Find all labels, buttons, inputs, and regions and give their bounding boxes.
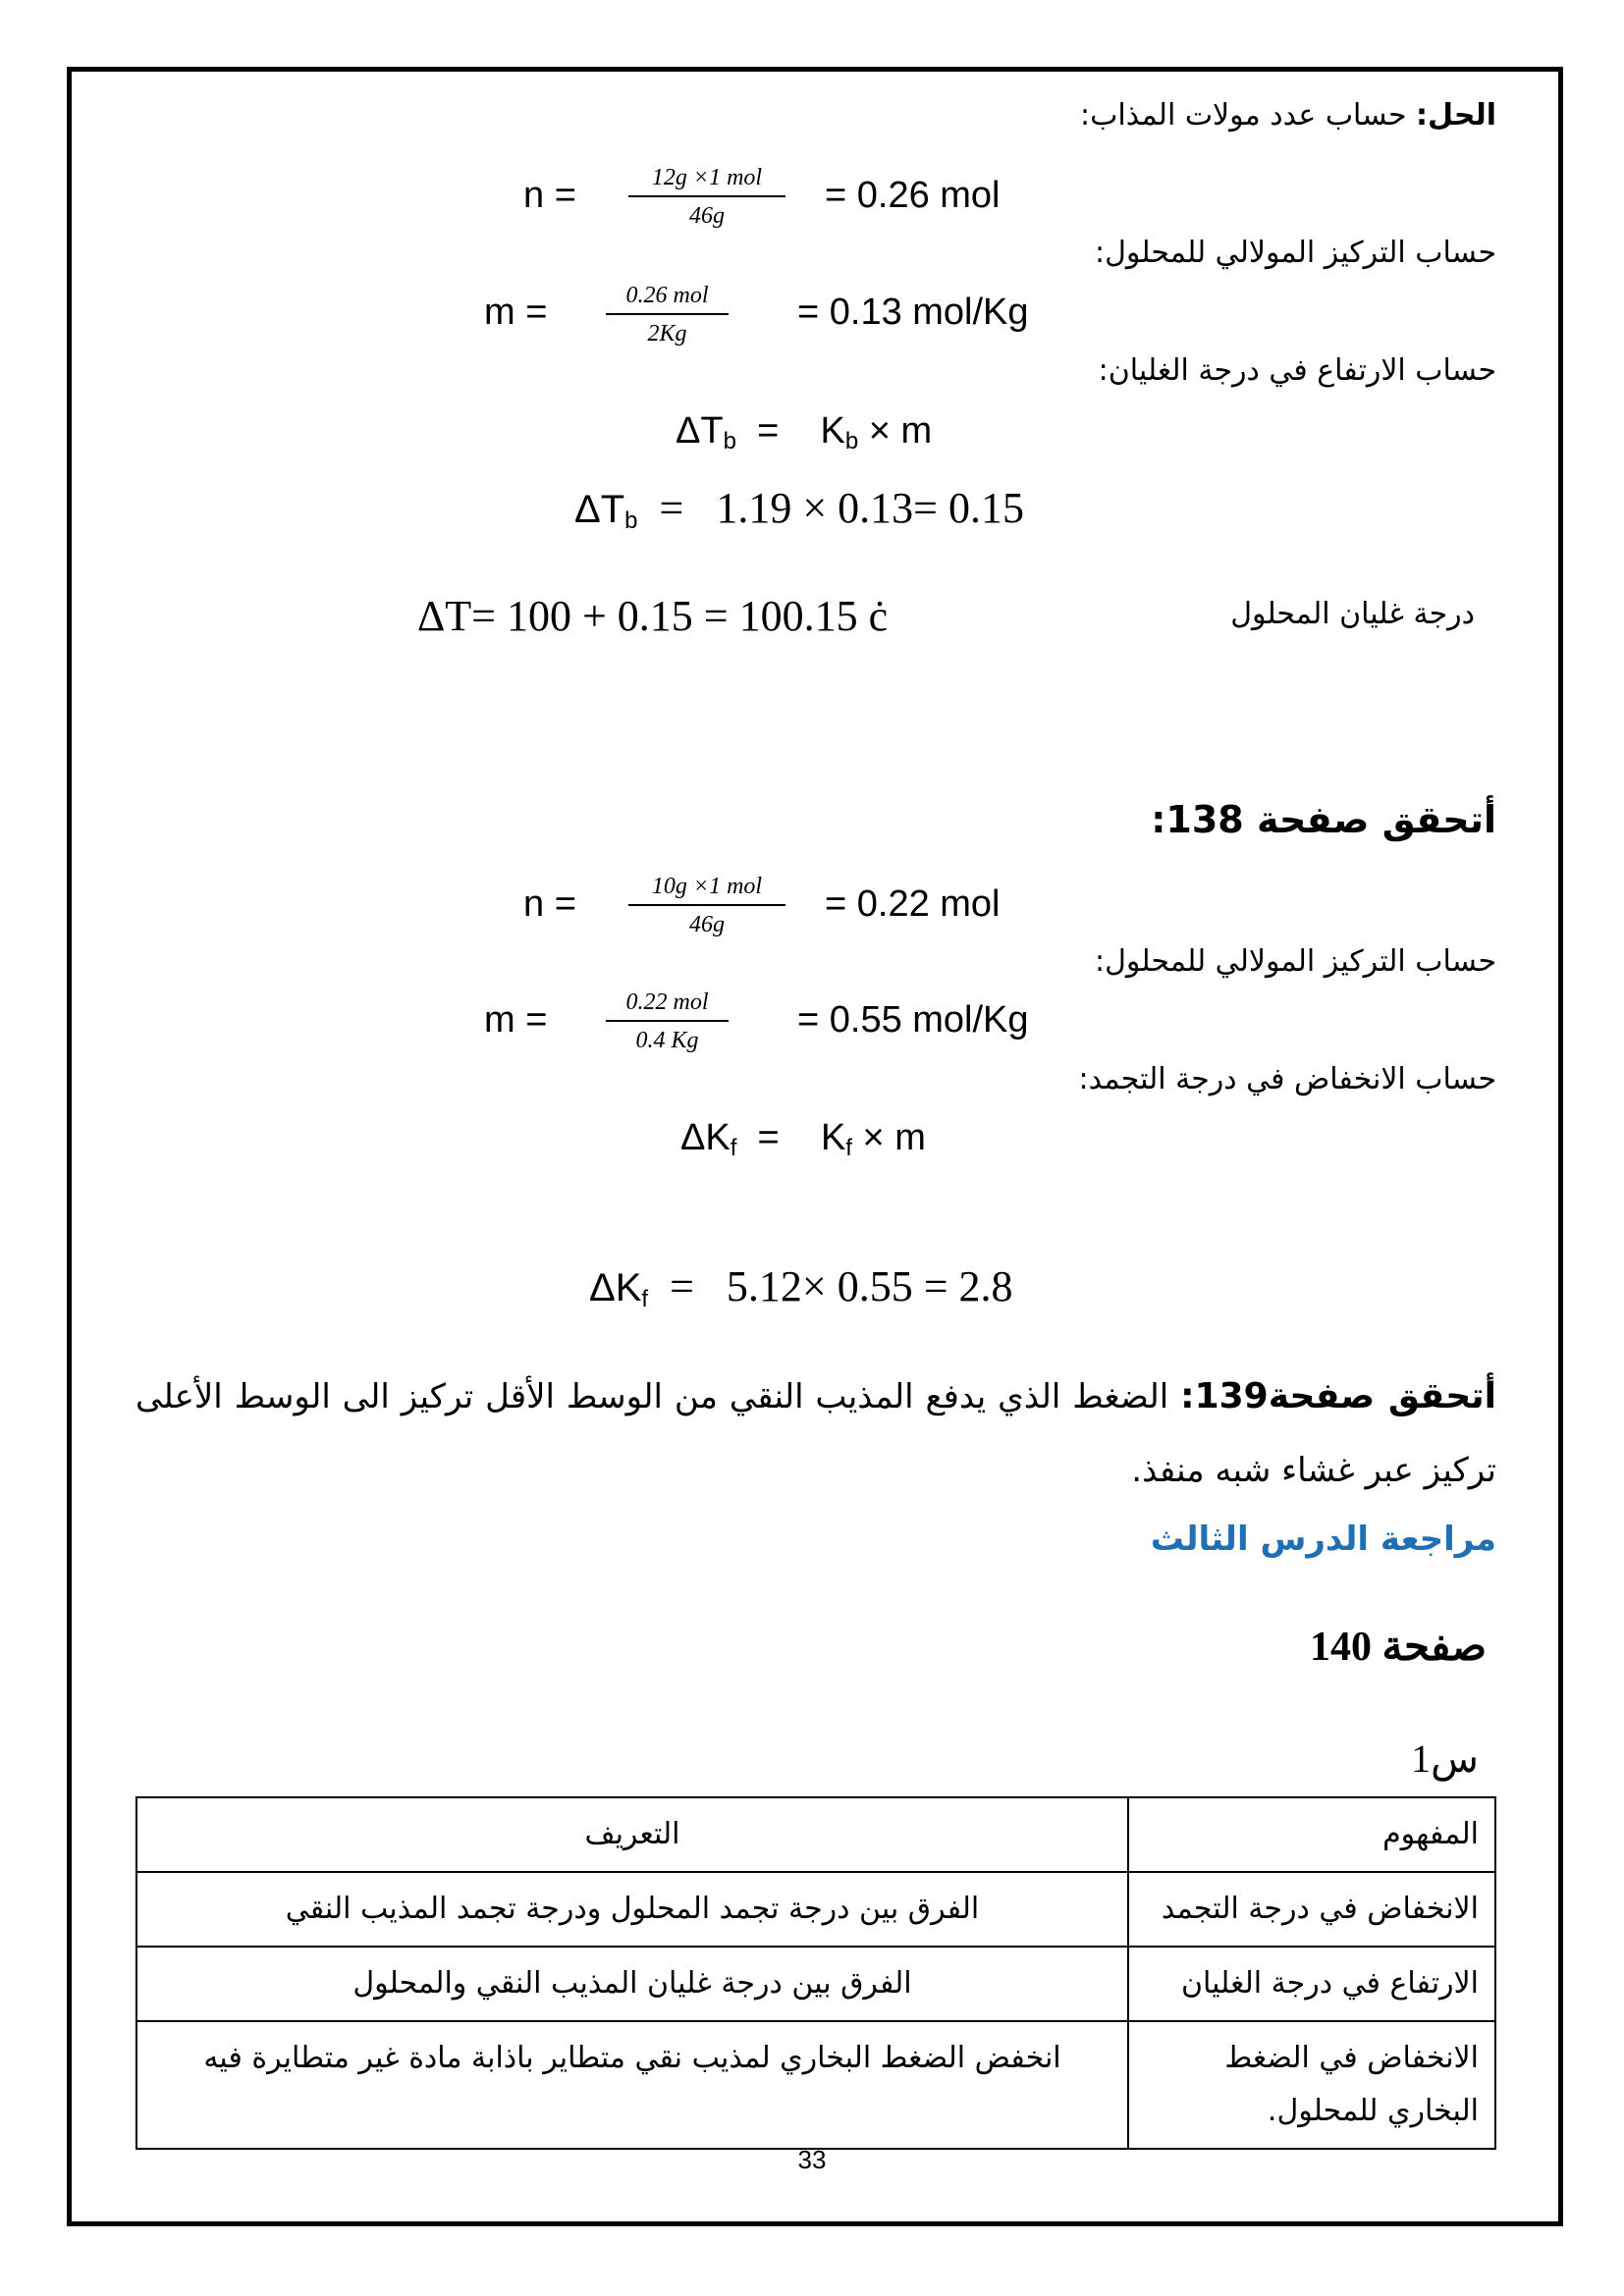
c138-eq2-lhs: m = bbox=[484, 999, 548, 1041]
eq2-fraction bbox=[606, 283, 729, 347]
c138-eq1-rhs: = 0.22 mol bbox=[825, 883, 1001, 925]
c138-eq1-fraction bbox=[628, 874, 785, 938]
c138-eq1-denominator: 46g bbox=[689, 912, 725, 937]
eq1-denominator: 46g bbox=[689, 203, 725, 229]
row-definition: الفرق بين درجة غليان المذيب النقي والمحلول bbox=[136, 1947, 1128, 2021]
row-definition: انخفض الضغط البخاري لمذيب نقي متطاير باذابة مادة غير متطايرة فيه bbox=[136, 2021, 1128, 2149]
c138-eq1-lhs: n = bbox=[523, 883, 576, 925]
eq2-lhs: m = bbox=[484, 292, 548, 333]
solution-moles-line bbox=[1080, 98, 1496, 133]
row-concept: الارتفاع في درجة الغليان bbox=[1128, 1947, 1495, 2021]
table-row bbox=[136, 1947, 1495, 2021]
table-header-row bbox=[136, 1797, 1495, 1872]
c138-eq2-denominator: 0.4 Kg bbox=[635, 1028, 699, 1053]
c138-eq2-numerator: 0.22 mol bbox=[606, 989, 729, 1022]
row-concept: الانخفاض في الضغط البخاري للمحلول. bbox=[1128, 2021, 1495, 2149]
eq4: $\Delta T_b = 1.19 \times 0.13= 0.15$ bbox=[574, 484, 1024, 534]
eq1-rhs: = 0.26 mol bbox=[825, 175, 1001, 216]
row-concept: الانخفاض في درجة التجمد bbox=[1128, 1872, 1495, 1947]
boiling-rise-text: حساب الارتفاع في درجة الغليان: bbox=[1098, 353, 1496, 388]
question-number: س1 bbox=[1411, 1736, 1479, 1781]
eq2-rhs: = 0.13 mol/Kg bbox=[797, 292, 1029, 333]
molality-text: حساب التركيز المولالي للمحلول: bbox=[1095, 236, 1496, 270]
moles-text: حساب عدد مولات المذاب: bbox=[1080, 98, 1417, 133]
eq1-fraction bbox=[628, 165, 785, 230]
c138-eq4: $\Delta K_f = 5.12\times 0.55 = 2.8$ bbox=[589, 1262, 1013, 1312]
c138-eq2-rhs: = 0.55 mol/Kg bbox=[797, 999, 1029, 1041]
check139-paragraph bbox=[135, 1360, 1496, 1508]
c138-eq2-fraction bbox=[606, 989, 729, 1054]
review-title: مراجعة الدرس الثالث bbox=[1150, 1520, 1496, 1559]
c138-molality-text: حساب التركيز المولالي للمحلول: bbox=[1095, 944, 1496, 979]
header-concept: المفهوم bbox=[1128, 1797, 1495, 1872]
freezing-text: حساب الانخفاض في درجة التجمد: bbox=[1078, 1062, 1496, 1096]
eq3: $\Delta T_b$ = $K_b \times m$ bbox=[676, 410, 933, 454]
eq5: ΔT= 100 + 0.15 = 100.15 ċ bbox=[417, 592, 889, 640]
c138-eq1-numerator: 10g ×1 mol bbox=[628, 874, 785, 906]
eq1-numerator: 12g ×1 mol bbox=[628, 165, 785, 197]
concepts-table bbox=[135, 1796, 1496, 2150]
table-row bbox=[136, 1872, 1495, 1947]
table-row bbox=[136, 2021, 1495, 2149]
check139-label: أتحقق صفحة139: bbox=[1180, 1376, 1496, 1416]
eq2-numerator: 0.26 mol bbox=[606, 283, 729, 315]
review-page: صفحة 140 bbox=[1309, 1625, 1487, 1670]
page-number: 33 bbox=[797, 2145, 827, 2174]
c138-eq3: $\Delta K_f$ = $K_f \times m$ bbox=[680, 1117, 926, 1161]
eq1-lhs: n = bbox=[523, 175, 576, 216]
check139-text: الضغط الذي يدفع المذيب النقي من الوسط الأقل تركيز الى الوسط الأعلى تركيز عبر غشاء شبه منفذ. bbox=[135, 1377, 1496, 1490]
row-definition: الفرق بين درجة تجمد المحلول ودرجة تجمد المذيب النقي bbox=[136, 1872, 1128, 1947]
boiling-point-label: درجة غليان المحلول bbox=[1230, 597, 1475, 631]
header-definition: التعريف bbox=[136, 1797, 1128, 1872]
eq2-denominator: 2Kg bbox=[647, 321, 687, 347]
solution-label: الحل: bbox=[1416, 98, 1496, 133]
check138-heading: أتحقق صفحة 138: bbox=[1151, 798, 1496, 841]
